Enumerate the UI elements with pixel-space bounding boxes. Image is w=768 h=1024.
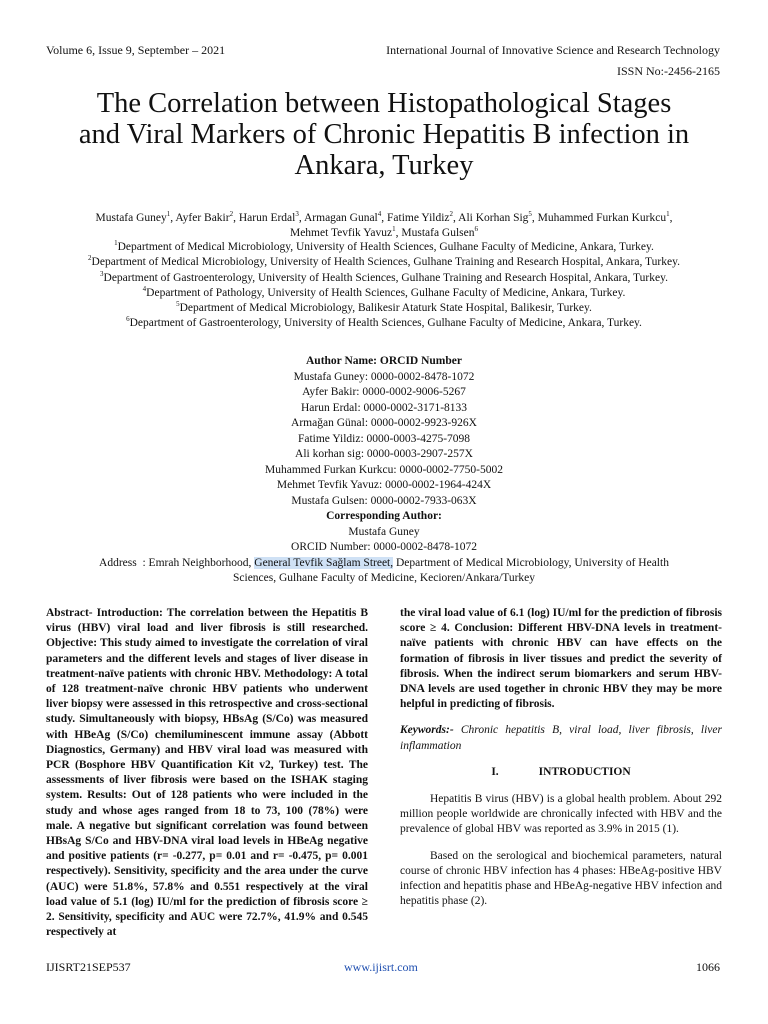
journal-name: International Journal of Innovative Science and Research Technology [386,43,720,57]
author-sep: , [453,212,459,224]
affiliation-sup: 2 [88,254,92,263]
author-affil-sup: 4 [377,210,382,219]
affiliation-sup: 1 [114,239,118,248]
affiliation [30,316,738,331]
orcid-entry: Mustafa Gulsen: 0000-0002-7933-063X [291,494,477,507]
orcid-entry: Fatime Yildiz: 0000-0003-4275-7098 [297,432,471,445]
section-number: I. [491,765,499,778]
affiliation [30,255,738,270]
journal-issn: ISSN No:-2456-2165 [616,64,720,78]
author-name: Ayfer Bakir [175,212,230,224]
affiliation-sup: 4 [142,285,147,294]
title-line: The Correlation between Histopathological Stages [96,88,672,119]
author-affil-sup: 6 [474,225,479,234]
author-affil-sup: 2 [449,210,454,219]
corresponding-address-line2: Sciences, Gulhane Faculty of Medicine, Kecioren/Ankara/Turkey [233,572,535,584]
orcid-entry: Ayfer Bakir: 0000-0002-9006-5267 [302,386,466,398]
corresponding-address [50,556,718,572]
author-line [40,211,728,226]
paper-title [40,88,728,181]
author-name: Mustafa Guney [95,212,167,224]
corresponding-orcid: ORCID Number: 0000-0002-8478-1072 [291,541,477,553]
affiliation-sup: 6 [126,315,130,324]
author-affil-sup: 1 [666,210,670,219]
author-name: Ali Korhan Sig [458,212,529,224]
author-sep: , [233,212,239,224]
footer-article-id: IJISRT21SEP537 [46,960,131,974]
affiliation-text: Department of Medical Microbiology, University of Health Sciences, Gulhane Faculty of Medicine, Ankara, Turkey. [117,241,654,253]
affiliation-text: Department of Pathology, University of Health Sciences, Gulhane Faculty of Medicine, Ankara, Turkey. [146,286,626,299]
author-name: Fatime Yildiz [387,212,450,224]
author-line [40,226,728,241]
orcid-entry: Mehmet Tevfik Yavuz: 0000-0002-1964-424X [276,479,492,491]
address-prefix: Address : Emrah Neighborhood, [99,556,255,569]
title-line: Ankara, Turkey [294,150,474,181]
author-sep: , [298,212,304,224]
keywords-text: Chronic hepatitis B, viral load, liver fibrosis, liver inflammation [400,724,722,752]
keywords-label: Keywords:- [400,724,454,737]
corresponding-name: Mustafa Guney [348,525,420,538]
intro-paragraph: Hepatitis B virus (HBV) is a global health problem. About 292 million people worldwide are chronically infected with HBV and the prevalence of global HBV was reported as 3.9% in 2015 (1). [400,793,722,836]
author-list [40,211,728,241]
author-sep: , [395,227,402,239]
left-column [46,606,368,951]
title-line: and Viral Markers of Chronic Hepatitis B infection in [78,119,690,150]
affiliation-list [30,240,738,332]
author-affil-sup: 2 [229,210,234,219]
section-title: INTRODUCTION [538,765,631,778]
author-name: Armagan Gunal [303,212,378,224]
orcid-entry: Muhammed Furkan Kurkcu: 0000-0002-7750-5002 [265,463,503,476]
right-column [400,606,722,920]
author-name: Mustafa Gulsen [401,227,475,239]
keywords [400,723,722,753]
author-name: Mehmet Tevfik Yavuz [289,227,393,239]
author-sep: , [170,212,176,224]
affiliation-text: Department of Gastroenterology, University of Health Sciences, Gulhane Training and Research Hospital, Ankara, Turkey. [103,271,668,284]
author-sep: , [669,212,673,224]
affiliation [30,286,738,301]
affiliation-sup: 5 [176,300,180,309]
abstract-text: Abstract- Introduction: The correlation between the Hepatitis B virus (HBV) viral load and liver fibrosis is still researched. Objective: This study aimed to investigate the correlation of viral parameters and the different levels and stages of liver disease in treatment-naïve patients with chronic HBV. Methodology: A total of 128 treatment-naïve chronic HBV patients who underwent liver biopsy were assessed in this retrospective and cross-sectional study. Simultaneously with biopsy, HBsAg (S/Co) was measured with HBeAg (S/Co) chemiluminescent immune assay (Abbott Diagnostics, Germany) and HBV viral load was measured with PCR (Bosphore HBV Quantification Kit v2, Turkey) test. The assessments of liver fibrosis were based on the ISHAK staging system. Results: Out of 128 patients who were included in the study and whose ages ranged from 18 to 73, 100 (78%) were male. A negative but significant correlation was found between HBsAg S/Co and HBV-DNA viral load levels in HBeAg negative and positive patients (r= -0.277, p= 0.01 and r= -0.475, p= 0.001 respectively). Sensitivity, specificity and the area under the curve (AUC) were 51.8%, 57.8% and 0.551 respectively at the viral load value of 5.1 (log) IU/ml for the prediction of fibrosis score ≥ 2. Sensitivity, specificity and AUC were 72.7%, 41.9% and 0.545 respectively at [46,607,368,939]
orcid-entry: Armağan Günal: 0000-0002-9923-926X [291,417,477,429]
address-highlight: General Tevfik Sağlam Street, [254,556,394,569]
author-sep: , [381,212,388,224]
affiliation [30,301,738,316]
author-name: Muhammed Furkan Kurkcu [537,212,667,224]
affiliation-text: Department of Medical Microbiology, Balikesir Ataturk State Hospital, Balikesir, Turkey. [179,302,592,315]
author-affil-sup: 3 [295,210,299,219]
affiliation-text: Department of Gastroenterology, University of Health Sciences, Gulhane Faculty of Medicine, Ankara, Turkey. [129,317,642,330]
affiliation [30,271,738,286]
section-heading [400,765,722,780]
intro-paragraph: Based on the serological and biochemical parameters, natural course of chronic HBV infection has 4 phases: HBeAg-positive HBV infection and hepatitis phase and HBeAg-negative HBV infection and hepatitis phase (2). [400,849,722,908]
affiliation [30,240,738,255]
orcid-entry: Ali korhan sig: 0000-0003-2907-257X [295,448,473,460]
journal-volume: Volume 6, Issue 9, September – 2021 [46,43,226,57]
author-affil-sup: 1 [392,225,396,234]
author-name: Harun Erdal [238,212,296,224]
footer-page-number: 1066 [696,960,720,974]
corresponding-author [50,509,718,587]
author-affil-sup: 1 [166,210,171,219]
author-sep: , [531,212,538,224]
affiliation-text: Department of Medical Microbiology, University of Health Sciences, Gulhane Training and Research Hospital, Ankara, Turkey. [91,256,680,269]
affiliation-sup: 3 [100,269,104,278]
abstract-continued: the viral load value of 6.1 (log) IU/ml for the prediction of fibrosis score ≥ 4. Conclusion: Different HBV-DNA levels in treatment-naïve patients with chronic HBV can have effects on the formation of fibrosis in liver tissues and predict the severity of fibrosis. When the indirect serum biomarkers and serum HBV-DNA levels are used together in chronic HBV they may be more helpful in predicting of fibrosis. [400,607,722,711]
orcid-block [140,354,628,509]
orcid-entry: Harun Erdal: 0000-0002-3171-8133 [300,401,468,414]
address-rest: Department of Medical Microbiology, University of Health [393,556,669,569]
corresponding-heading: Corresponding Author: [326,510,442,522]
footer-website-link[interactable]: www.ijisrt.com [344,960,418,974]
orcid-entry: Mustafa Guney: 0000-0002-8478-1072 [293,370,475,383]
orcid-heading: Author Name: ORCID Number [306,355,462,367]
author-affil-sup: 5 [528,210,532,219]
